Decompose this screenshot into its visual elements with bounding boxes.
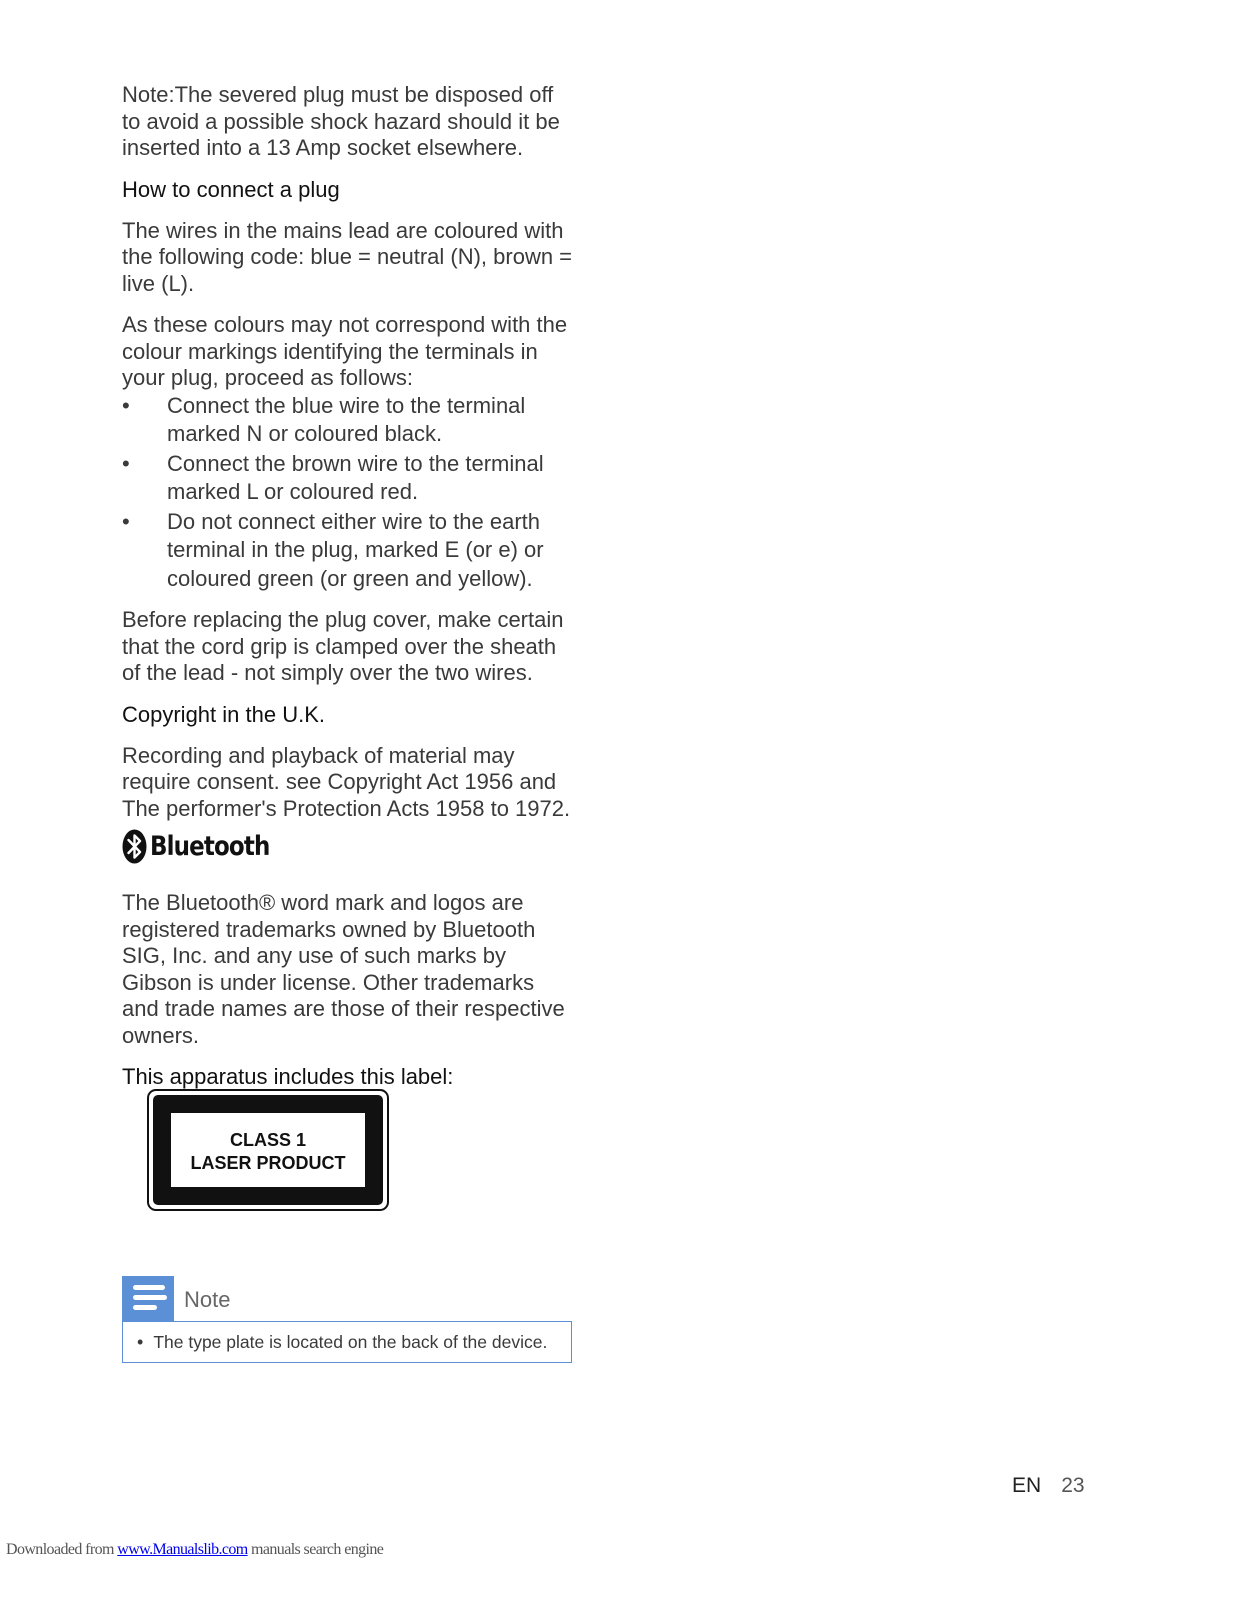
severed-plug-note: Note:The severed plug must be disposed off to avoid a possible shock hazard should it be inserted into a 13 Amp socket elsewhere. <box>122 82 560 160</box>
download-footer <box>6 1541 383 1559</box>
note-item: The type plate is located on the back of the device. <box>153 1331 548 1352</box>
bullet-icon: • <box>122 508 130 534</box>
bluetooth-icon <box>122 829 147 864</box>
language-code: EN <box>1012 1474 1042 1497</box>
list-item: • Connect the brown wire to the terminal marked L or coloured red. <box>122 450 544 504</box>
note-title: Note <box>184 1287 231 1312</box>
bluetooth-logo <box>122 826 574 866</box>
heading-copyright: Copyright in the U.K. <box>122 701 325 727</box>
laser-class-text: CLASS 1 <box>229 1130 307 1150</box>
page-number-value: 23 <box>1061 1474 1085 1497</box>
page-number <box>1012 1474 1085 1498</box>
note-header <box>122 1276 572 1321</box>
footer-suffix: manuals search engine <box>247 1541 384 1558</box>
list-item: • Do not connect either wire to the earth terminal in the plug, marked E (or e) or coloured green (or green and yellow). <box>122 508 544 591</box>
main-column <box>122 82 574 1105</box>
bullet-icon: • <box>122 450 130 476</box>
bullet-icon: • <box>137 1331 144 1352</box>
copyright-paragraph: Recording and playback of material may require consent. see Copyright Act 1956 and The performer's Protection Acts 1958 to 1972. <box>122 742 571 821</box>
colour-markings-paragraph: As these colours may not correspond with the colour markings identifying the terminals in your plug, proceed as follows: <box>122 312 568 390</box>
wire-colour-paragraph: The wires in the mains lead are coloured with the following code: blue = neutral (N), brown = live (L). <box>122 217 573 296</box>
heading-apparatus-label: This apparatus includes this label: <box>122 1064 454 1089</box>
footer-prefix: Downloaded from <box>6 1541 118 1558</box>
wiring-instructions-list <box>122 392 574 594</box>
laser-product-label <box>147 1089 389 1211</box>
heading-connect-plug: How to connect a plug <box>122 176 340 202</box>
bullet-icon: • <box>122 392 130 418</box>
note-box <box>122 1276 572 1363</box>
laser-product-text: LASER PRODUCT <box>190 1153 346 1173</box>
plug-cover-paragraph: Before replacing the plug cover, make certain that the cord grip is clamped over the sheath of the lead - not simply over the two wires. <box>122 607 564 685</box>
manualslib-link[interactable]: www.Manualslib.com <box>117 1541 248 1558</box>
note-icon <box>122 1276 174 1321</box>
note-body <box>122 1321 572 1363</box>
bluetooth-wordmark: Bluetooth <box>150 830 270 862</box>
list-item: • Connect the blue wire to the terminal marked N or coloured black. <box>122 392 526 446</box>
bluetooth-trademark-paragraph: The Bluetooth® word mark and logos are registered trademarks owned by Bluetooth SIG, Inc. and any use of such marks by Gibson is under license. Other trademarks and trade names are those of their respective owners. <box>122 890 565 1048</box>
